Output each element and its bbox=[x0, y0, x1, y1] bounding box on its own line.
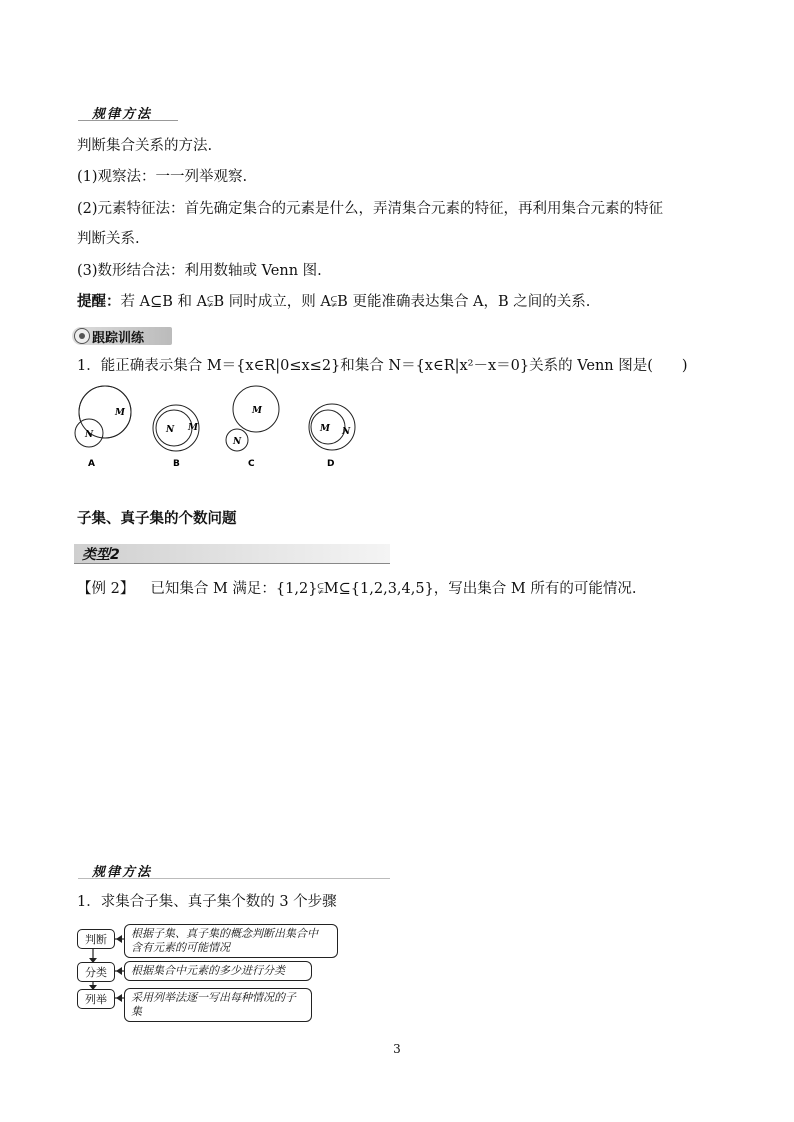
venn-a-big: M bbox=[115, 408, 125, 418]
venn-b-small: N bbox=[166, 425, 175, 435]
tip bbox=[77, 292, 590, 312]
page-number: 3 bbox=[393, 1042, 401, 1056]
type-banner bbox=[74, 544, 390, 564]
venn-b-label: B bbox=[173, 459, 180, 469]
question-1: 1．能正确表示集合 M＝{x∈R|0≤x≤2}和集合 N＝{x∈R|x²－x＝0}关系的 Venn 图是( ) bbox=[77, 358, 688, 374]
flow-text-enumerate: 采用列举法逐一写出每种情况的子集 bbox=[124, 988, 312, 1022]
type-banner-label: 类型2 bbox=[82, 547, 120, 563]
section-title: 子集、真子集的个数问题 bbox=[77, 511, 237, 527]
venn-b-big: M bbox=[188, 423, 198, 433]
venn-diagrams bbox=[70, 385, 370, 475]
venn-d-big: N bbox=[342, 427, 351, 437]
flow-box-classify: 分类 bbox=[77, 962, 115, 982]
flow-box-judge: 判断 bbox=[77, 929, 115, 949]
method-tag: 规律方法 bbox=[92, 107, 153, 122]
tip-label: 提醒： bbox=[77, 294, 121, 310]
target-icon bbox=[74, 328, 90, 344]
venn-d bbox=[309, 404, 355, 469]
method-tag-2: 规律方法 bbox=[92, 865, 153, 880]
venn-d-label: D bbox=[327, 459, 335, 469]
venn-a-label: A bbox=[88, 459, 95, 469]
venn-a bbox=[75, 386, 131, 469]
method-3: (3)数形结合法：利用数轴或 Venn 图. bbox=[77, 263, 322, 279]
tip-text: 若 A⊆B 和 A⫋B 同时成立，则 A⫋B 更能准确表达集合 A，B 之间的关系. bbox=[120, 294, 591, 310]
method-2-line-1: (2)元素特征法：首先确定集合的元素是什么，弄清集合元素的特征，再利用集合元素的特征 bbox=[77, 201, 664, 217]
venn-d-small: M bbox=[320, 424, 330, 434]
tracking-training-banner bbox=[72, 327, 172, 345]
venn-b bbox=[153, 405, 199, 469]
venn-c-small: N bbox=[233, 437, 242, 447]
tracking-training-label: 跟踪训练 bbox=[92, 331, 145, 346]
example-text: 已知集合 M 满足：{1,2}⫋M⊆{1,2,3,4,5}，写出集合 M 所有的可能情况. bbox=[150, 581, 637, 597]
steps-title: 1．求集合子集、真子集个数的 3 个步骤 bbox=[77, 894, 337, 910]
intro-text: 判断集合关系的方法. bbox=[77, 138, 213, 154]
method-1: (1)观察法：一一列举观察. bbox=[77, 169, 248, 185]
method-2-line-2: 判断关系. bbox=[77, 231, 140, 247]
flow-text-judge: 根据子集、真子集的概念判断出集合中 含有元素的可能情况 bbox=[124, 924, 338, 958]
flow-text-classify: 根据集合中元素的多少进行分类 bbox=[124, 961, 312, 981]
venn-a-small: N bbox=[85, 430, 94, 440]
venn-c-big: M bbox=[252, 406, 262, 416]
venn-c bbox=[226, 386, 279, 469]
example-label: 【例 2】 bbox=[77, 581, 135, 597]
example-2 bbox=[77, 579, 636, 599]
flow-box-enumerate: 列举 bbox=[77, 989, 115, 1009]
venn-c-label: C bbox=[248, 459, 255, 469]
